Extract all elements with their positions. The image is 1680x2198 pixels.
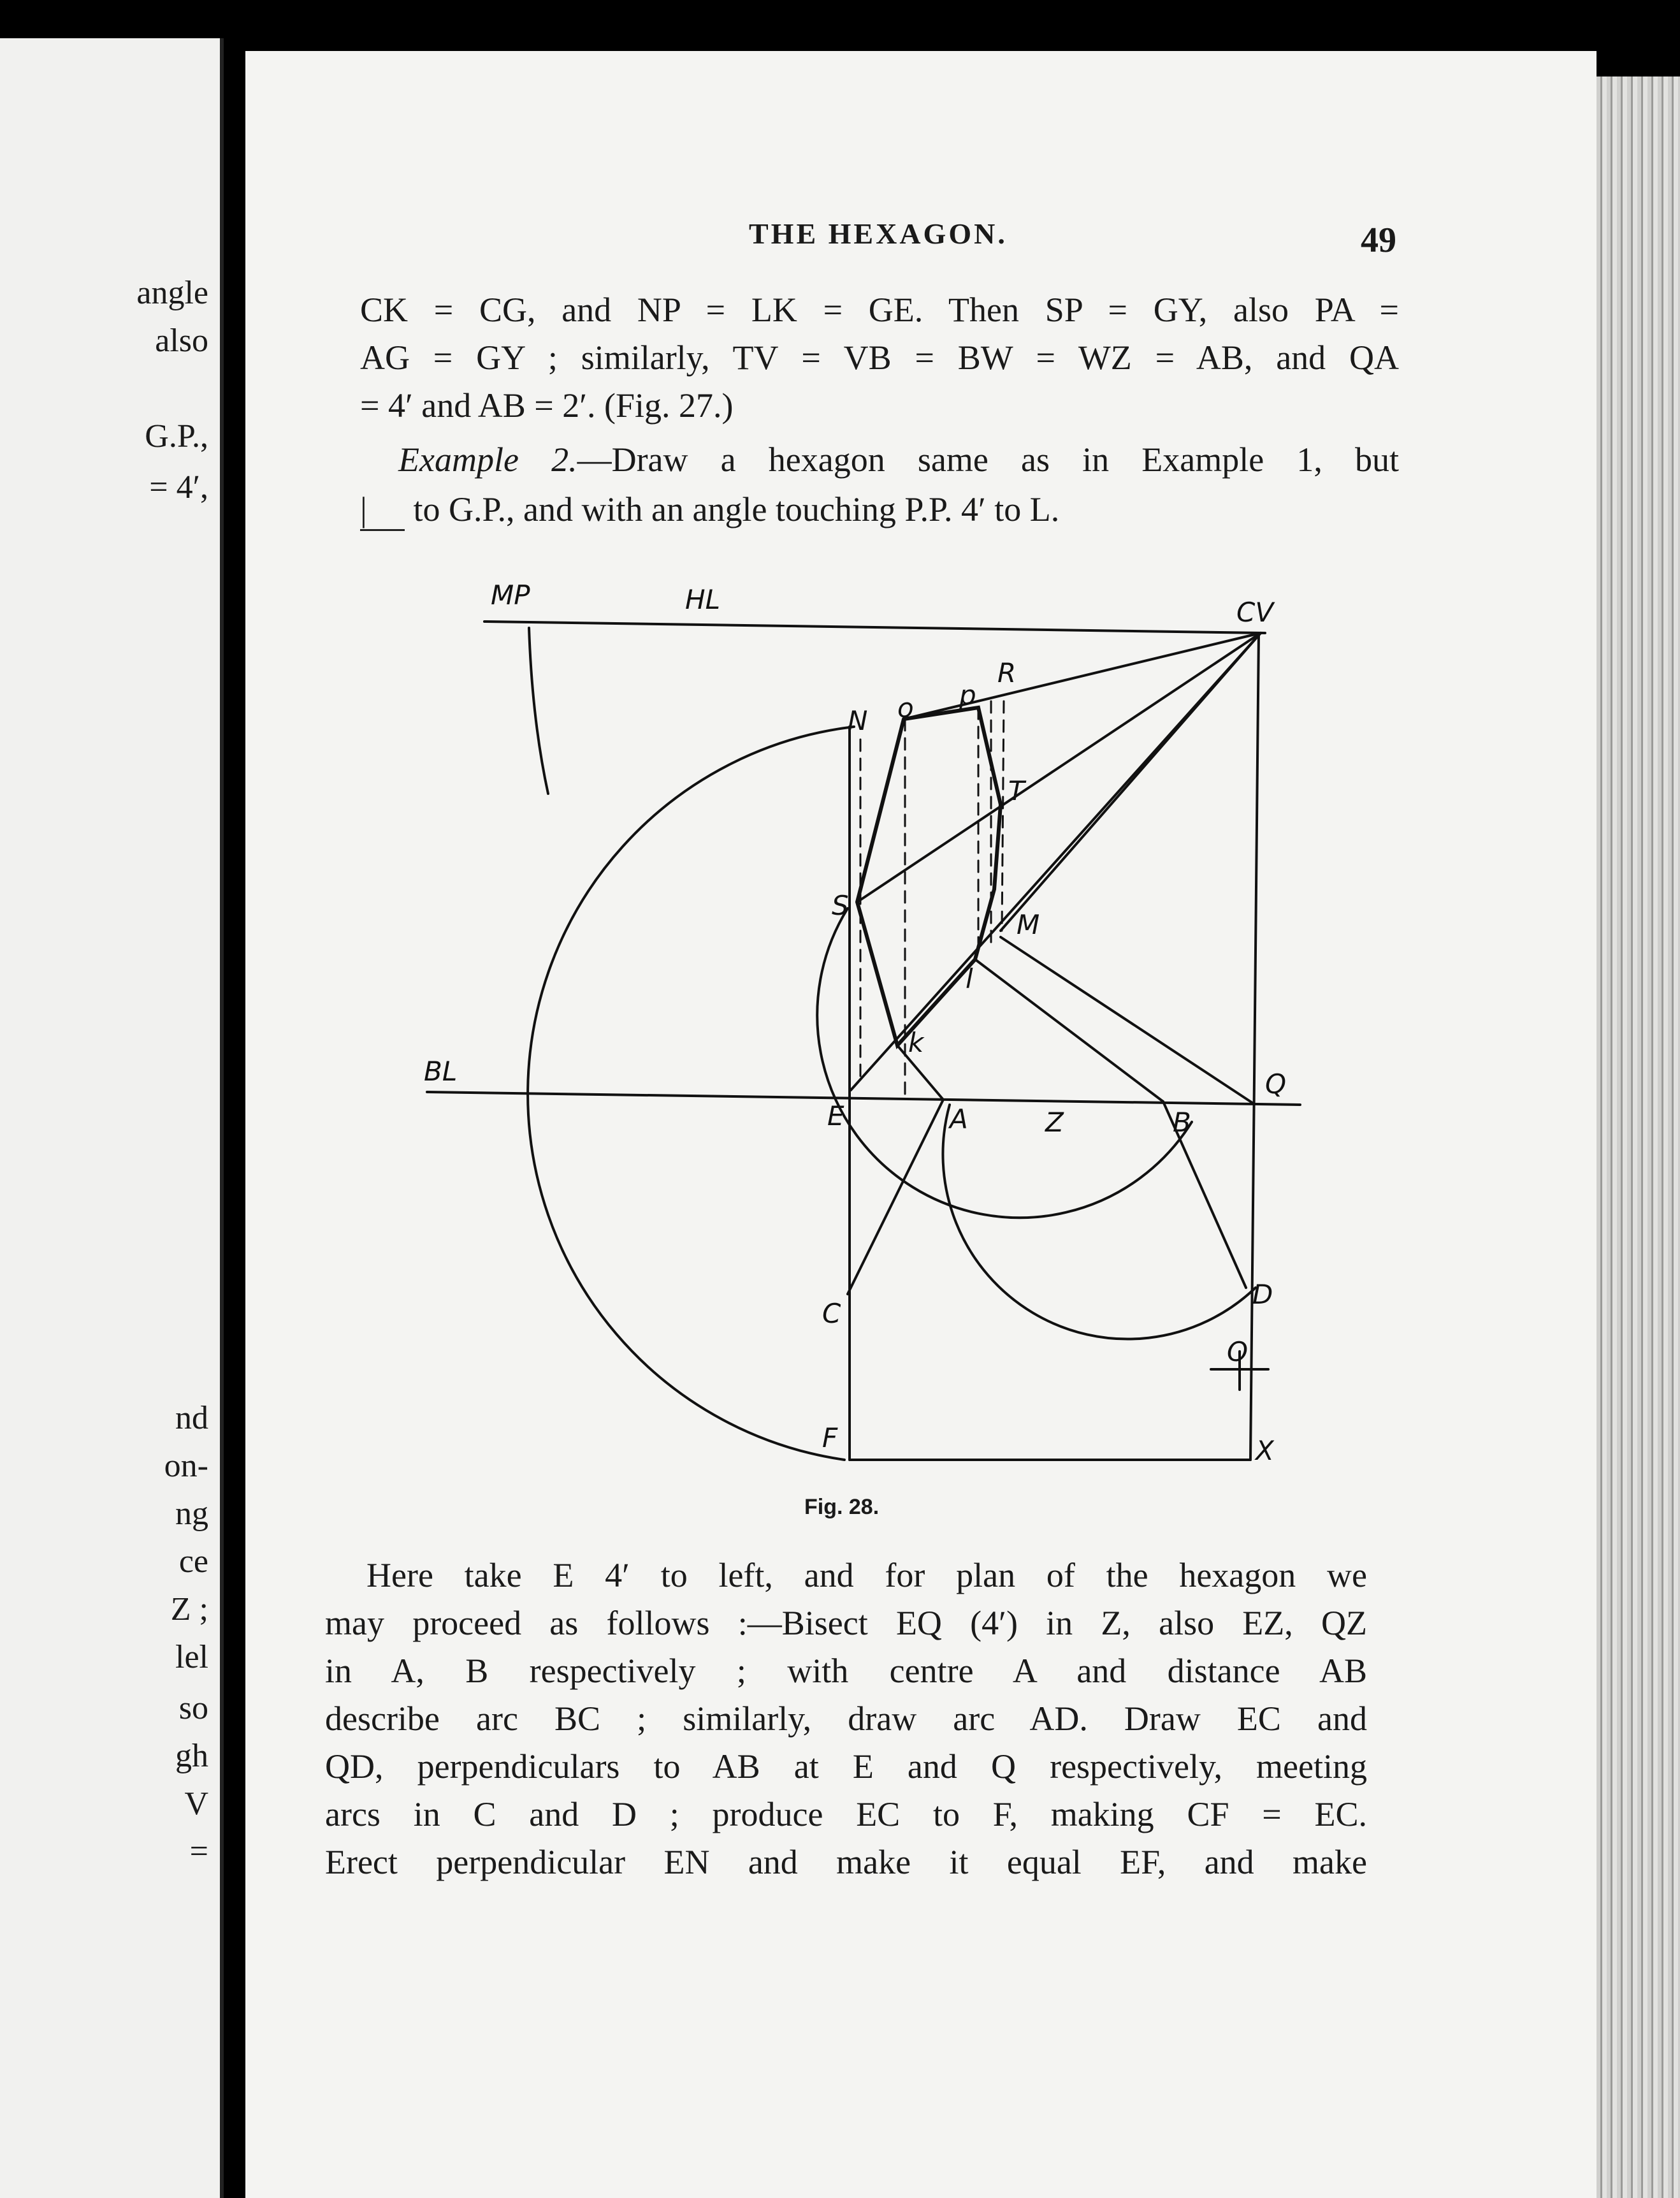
line-m-q (1001, 937, 1252, 1103)
hexagon-outline (857, 708, 1001, 1045)
body-line: CK = CG, and NP = LK = GE. Then SP = GY, also PA = (360, 291, 1399, 329)
label-cv: CV (1236, 597, 1274, 628)
label-z: Z (1045, 1107, 1064, 1138)
left-text-fragment: ce (178, 1543, 208, 1580)
base-line (427, 1092, 1300, 1105)
body-line: = 4′ and AB = 2′. (Fig. 27.) (360, 386, 734, 425)
label-e: E (827, 1100, 844, 1132)
left-text-fragment: Z ; (170, 1591, 208, 1627)
label-c: C (822, 1298, 841, 1329)
label-f: F (822, 1422, 838, 1453)
left-text-fragment: lel (175, 1639, 208, 1675)
body-line: describe arc BC ; similarly, draw arc AD. Draw EC and (325, 1699, 1367, 1738)
label-m: M (1017, 909, 1040, 940)
vanishing-line (904, 633, 1261, 719)
left-text-fragment: nd (175, 1400, 208, 1436)
body-line: may proceed as follows :—Bisect EQ (4′) in Z, also EZ, QZ (325, 1604, 1367, 1642)
label-mp: MP (491, 579, 530, 611)
label-o: o (897, 692, 914, 724)
label-x: X (1256, 1435, 1274, 1466)
body-line: AG = GY ; similarly, TV = VB = BW = WZ = AB, and QA (360, 338, 1399, 377)
label-s: S (832, 890, 849, 921)
left-text-fragment: G.P., (145, 418, 208, 455)
label-o-lower: O (1227, 1336, 1249, 1367)
left-text-fragment: also (155, 323, 208, 359)
left-text-fragment: on- (164, 1448, 208, 1484)
left-text-fragment: gh (175, 1738, 208, 1774)
perpendicular-symbol: | (360, 490, 405, 531)
label-bl: BL (424, 1056, 458, 1087)
left-text-fragment: = (189, 1833, 208, 1870)
construction-line (1002, 701, 1004, 931)
left-text-fragment: V (184, 1786, 208, 1822)
example-label: Example 2. (398, 440, 577, 479)
horizon-line (484, 622, 1265, 633)
body-line: arcs in C and D ; produce EC to F, making CF = EC. (325, 1795, 1367, 1833)
arc-ad (943, 1105, 1256, 1339)
body-line: Erect perpendicular EN and make it equal EF, and make (325, 1843, 1367, 1881)
example-text: —Draw a hexagon same as in Example 1, but (577, 440, 1400, 479)
running-head: THE HEXAGON. (749, 217, 1008, 250)
label-d: D (1252, 1279, 1273, 1310)
label-hl: HL (685, 584, 720, 615)
label-b: B (1173, 1107, 1191, 1138)
label-r: R (997, 657, 1017, 688)
body-line: in A, B respectively ; with centre A and distance AB (325, 1652, 1367, 1690)
label-q: Q (1265, 1068, 1287, 1100)
label-k: k (908, 1027, 924, 1058)
left-text-fragment: angle (136, 275, 208, 311)
example-text: to G.P., and with an angle touching P.P. 4′ to L. (413, 490, 1060, 528)
figure-caption: Fig. 28. (804, 1495, 880, 1519)
vanishing-line (857, 633, 1261, 902)
measuring-arc (529, 628, 548, 794)
left-text-fragment: = 4′, (149, 469, 208, 506)
label-p: p (959, 680, 976, 711)
label-t: T (1008, 775, 1025, 806)
label-n: N (848, 705, 868, 736)
label-l: l (966, 963, 973, 994)
body-line: Here take E 4′ to left, and for plan of the hexagon we (366, 1556, 1367, 1594)
page-number: 49 (1361, 221, 1396, 260)
body-line: QD, perpendiculars to AB at E and Q respectively, meeting (325, 1747, 1367, 1786)
left-text-fragment: so (178, 1690, 208, 1726)
left-text-fragment: ng (175, 1496, 208, 1532)
label-a: A (950, 1103, 968, 1135)
line-q-x (1250, 633, 1259, 1460)
